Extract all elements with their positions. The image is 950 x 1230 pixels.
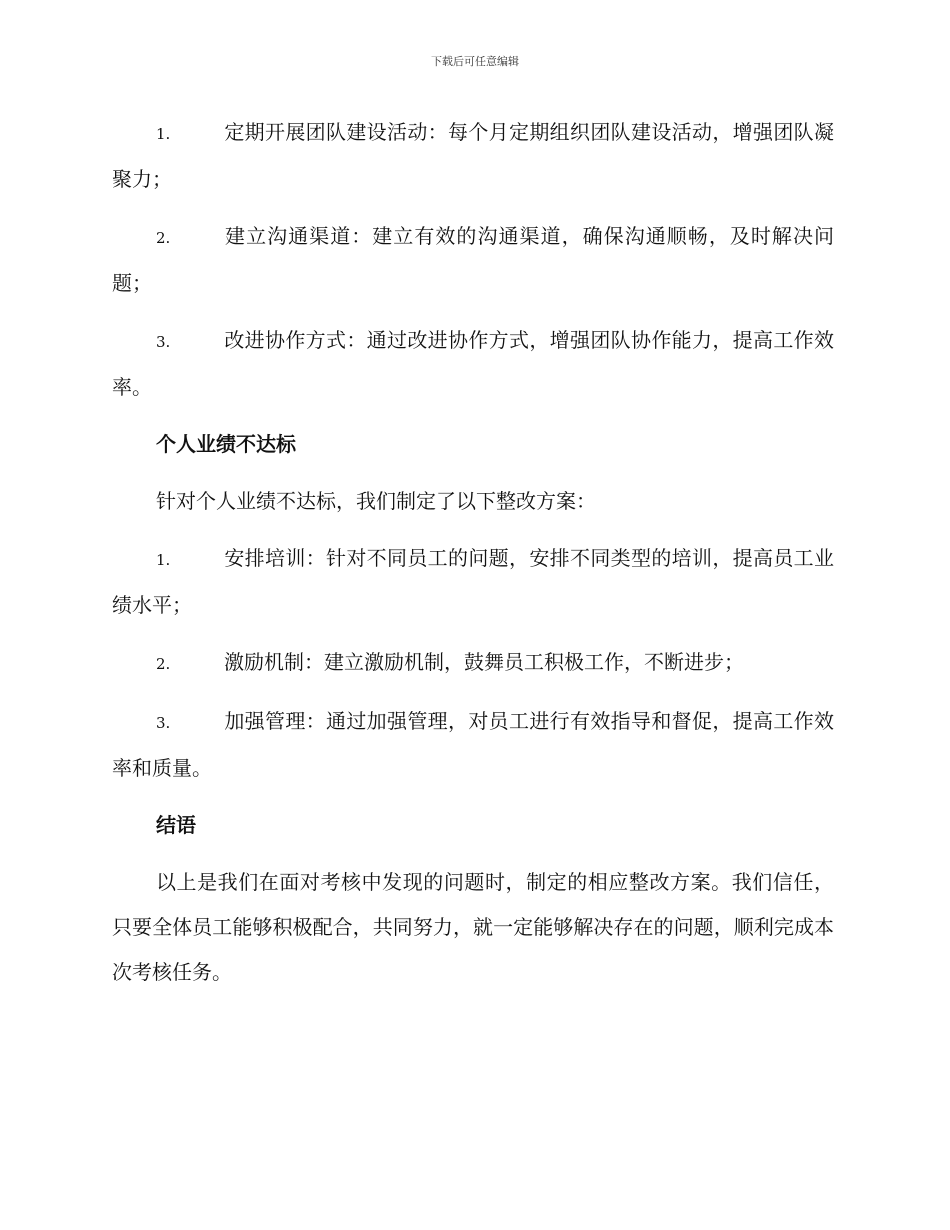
conclusion-heading: 结语 [156,813,196,837]
list-item [112,699,834,791]
list-number: 3. [156,333,171,351]
list-item [112,640,834,687]
list-number: 3. [156,714,171,732]
list-number: 1. [156,125,171,143]
list-text: 定期开展团队建设活动：每个月定期组织团队建设活动，增强团队凝聚力； [112,120,834,191]
section-heading: 个人业绩不达标 [156,432,296,456]
list-number: 2. [156,229,171,247]
list-item [112,214,834,306]
list-item [112,318,834,410]
list-text: 改进协作方式：通过改进协作方式，增强团队协作能力，提高工作效率。 [112,328,834,399]
list-item [112,110,834,202]
list-text: 激励机制：建立激励机制，鼓舞员工积极工作，不断进步； [224,650,744,674]
list-number: 1. [156,551,171,569]
conclusion-text: 以上是我们在面对考核中发现的问题时，制定的相应整改方案。我们信任，只要全体员工能够积极配合，共同努力，就一定能够解决存在的问题，顺利完成本次考核任务。 [112,870,834,984]
list-item [112,536,834,628]
document-body [112,110,834,1007]
list-text: 建立沟通渠道：建立有效的沟通渠道，确保沟通顺畅，及时解决问题； [112,224,834,295]
list-text: 安排培训：针对不同员工的问题，安排不同类型的培训，提高员工业绩水平； [112,546,834,617]
list-number: 2. [156,655,171,673]
section-intro: 针对个人业绩不达标，我们制定了以下整改方案： [156,489,596,513]
list-text: 加强管理：通过加强管理，对员工进行有效指导和督促，提高工作效率和质量。 [112,709,834,780]
header-note: 下载后可任意编辑 [431,55,519,68]
